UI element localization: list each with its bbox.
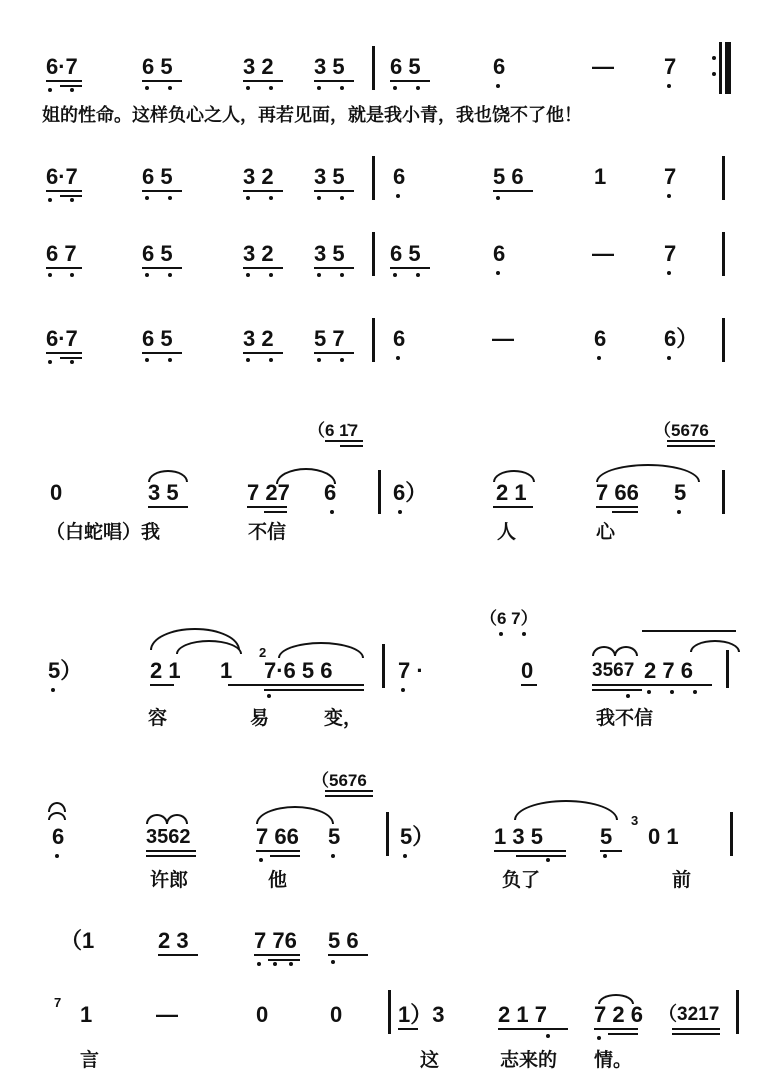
- underline: [142, 190, 182, 192]
- underline: [268, 959, 300, 961]
- underline: [46, 352, 82, 354]
- underline: [256, 850, 300, 852]
- note-group: 6: [324, 480, 337, 505]
- low-dot: [70, 360, 74, 364]
- note-group: 3562: [146, 826, 191, 848]
- note-group: 3 5: [148, 480, 179, 505]
- slur: [256, 806, 334, 824]
- note-group: 2 1 7: [498, 1002, 547, 1027]
- low-dot: [269, 358, 273, 362]
- note-group: 0 1: [648, 824, 679, 849]
- grace-superscript: 2: [259, 645, 267, 660]
- low-dot: [693, 690, 697, 694]
- note-group: 7: [664, 54, 677, 79]
- note-group: （1: [60, 928, 95, 953]
- underline: [142, 352, 182, 354]
- bar-line: [722, 232, 725, 276]
- note-group: 5 6: [328, 928, 359, 953]
- low-dot: [597, 1036, 601, 1040]
- lyric-text: 变，: [324, 707, 363, 729]
- low-dot: [496, 84, 500, 88]
- note-group: 6）: [393, 480, 428, 505]
- low-dot: [55, 854, 59, 858]
- low-dot: [677, 510, 681, 514]
- underline: [592, 684, 712, 686]
- slur: [148, 470, 188, 482]
- underline: [600, 850, 622, 852]
- underline: [146, 855, 196, 857]
- underline: [142, 80, 182, 82]
- note-group: 5: [328, 824, 341, 849]
- note-group: 0: [521, 658, 534, 683]
- note-group: 6 5: [142, 326, 173, 351]
- low-dot: [416, 86, 420, 90]
- underline: [247, 506, 287, 508]
- low-dot: [246, 196, 250, 200]
- low-dot: [331, 854, 335, 858]
- low-dot: [647, 690, 651, 694]
- note-group: 3 2: [243, 241, 274, 266]
- slur: [166, 814, 188, 824]
- note-group: 6 5: [142, 164, 173, 189]
- end-repeat-bar: [725, 42, 731, 94]
- note-group: 7 66: [256, 824, 299, 849]
- note-group: 6: [594, 326, 607, 351]
- underline: [146, 850, 196, 852]
- underline: [493, 190, 533, 192]
- low-dot: [496, 196, 500, 200]
- note-group: 6: [493, 54, 506, 79]
- underline: [60, 85, 82, 87]
- note-group: 1 3 5: [494, 824, 543, 849]
- lyric-text: 心: [596, 521, 616, 543]
- underline: [46, 190, 82, 192]
- note-group: 3 5: [314, 241, 345, 266]
- underline: [498, 1028, 568, 1030]
- underline: [243, 80, 283, 82]
- lyric-text: 志来的: [500, 1049, 558, 1071]
- underline: [325, 790, 373, 792]
- bar-line: [372, 318, 375, 362]
- lyric-text: 易: [250, 707, 270, 729]
- note-group: 6）: [664, 326, 699, 351]
- low-dot: [70, 198, 74, 202]
- underline: [60, 357, 82, 359]
- lyric-text: 我不信: [596, 707, 654, 729]
- bar-line: [372, 46, 375, 90]
- underline: [328, 954, 368, 956]
- low-dot: [340, 273, 344, 277]
- low-dot: [330, 510, 334, 514]
- note-group: 7 27: [247, 480, 290, 505]
- low-dot: [670, 690, 674, 694]
- note-group: 5）: [48, 658, 83, 683]
- low-dot: [269, 273, 273, 277]
- low-dot: [667, 194, 671, 198]
- note-group: 7 2 6: [594, 1002, 643, 1027]
- low-dot: [168, 196, 172, 200]
- low-dot: [145, 358, 149, 362]
- note-group: 0: [256, 1002, 269, 1027]
- low-dot: [145, 86, 149, 90]
- slur: [493, 470, 535, 482]
- underline: [228, 684, 364, 686]
- low-dot: [51, 688, 55, 692]
- underline: [270, 855, 300, 857]
- lyric-text: 许郎: [150, 869, 189, 891]
- note-group: 7 76: [254, 928, 297, 953]
- underline: [493, 506, 533, 508]
- underline: [325, 440, 363, 442]
- underline: [142, 267, 182, 269]
- underline: [608, 1033, 638, 1035]
- low-dot: [522, 632, 526, 636]
- note-group: 7·6 5 6: [264, 658, 333, 683]
- underline: [516, 855, 566, 857]
- grace-note-group: （6 1̇7: [308, 421, 359, 440]
- note-group: —: [156, 1002, 178, 1027]
- slur: [690, 640, 740, 652]
- slur: [598, 994, 634, 1004]
- lyric-text: 他: [268, 869, 288, 891]
- note-group: 3 2: [243, 326, 274, 351]
- low-dot: [48, 360, 52, 364]
- underline: [594, 1028, 638, 1030]
- note-group: —: [592, 241, 614, 266]
- note-group: —: [492, 326, 514, 351]
- low-dot: [393, 86, 397, 90]
- underline: [46, 80, 82, 82]
- low-dot: [48, 198, 52, 202]
- note-group: 6: [393, 326, 406, 351]
- underline: [667, 440, 715, 442]
- note-group: 6·7: [46, 326, 78, 351]
- low-dot: [273, 962, 277, 966]
- bar-line: [722, 156, 725, 200]
- lyric-text: 这: [420, 1049, 440, 1071]
- underline: [148, 506, 188, 508]
- underline: [667, 445, 715, 447]
- note-group: 7 ·: [398, 658, 424, 683]
- note-group: 7 66: [596, 480, 639, 505]
- note-group: 5: [600, 824, 613, 849]
- note-group: 6: [493, 241, 506, 266]
- note-group: 3 5: [314, 54, 345, 79]
- low-dot: [317, 273, 321, 277]
- underline: [264, 511, 287, 513]
- low-dot: [317, 358, 321, 362]
- low-dot: [401, 688, 405, 692]
- underline: [264, 689, 364, 691]
- bar-line: [386, 812, 389, 856]
- low-dot: [331, 960, 335, 964]
- underline: [254, 954, 300, 956]
- bar-line: [726, 650, 729, 688]
- bar-line: [730, 812, 733, 856]
- slur: [48, 812, 66, 820]
- low-dot: [70, 273, 74, 277]
- note-group: 5 7: [314, 326, 345, 351]
- repeat-dot: [712, 72, 716, 76]
- underline: [596, 506, 638, 508]
- slur: [614, 646, 638, 656]
- underline: [314, 352, 354, 354]
- note-group: 3567: [592, 660, 635, 681]
- lyric-line-1: 姐的性命。这样负心之人，再若见面，就是我小青，我也饶不了他！: [42, 105, 582, 126]
- low-dot: [396, 356, 400, 360]
- note-group: 6 7: [46, 241, 77, 266]
- underline: [150, 684, 174, 686]
- low-dot: [257, 962, 261, 966]
- underline: [243, 267, 283, 269]
- note-group: 2 7 6: [644, 658, 693, 683]
- underline: [398, 1028, 418, 1030]
- note-group: 3 2: [243, 54, 274, 79]
- underline: [390, 80, 430, 82]
- underline: [340, 445, 363, 447]
- low-dot: [393, 273, 397, 277]
- underline: [158, 954, 198, 956]
- slur: [48, 802, 66, 812]
- note-group: 6: [393, 164, 406, 189]
- underline: [60, 195, 82, 197]
- grace-superscript: 7: [54, 995, 62, 1010]
- low-dot: [168, 358, 172, 362]
- note-group: 2 1: [150, 658, 181, 683]
- note-group: 6·7: [46, 164, 78, 189]
- low-dot: [269, 196, 273, 200]
- bar-line: [372, 156, 375, 200]
- lyric-text: 不信: [248, 521, 287, 543]
- low-dot: [603, 854, 607, 858]
- low-dot: [340, 86, 344, 90]
- bar-line: [722, 318, 725, 362]
- slur: [514, 800, 618, 820]
- low-dot: [667, 84, 671, 88]
- note-group: 1）3: [398, 1002, 445, 1027]
- note-group: 1: [594, 164, 607, 189]
- underline: [243, 190, 283, 192]
- grace-superscript: 3: [631, 813, 639, 828]
- low-dot: [168, 273, 172, 277]
- note-group: 3 5: [314, 164, 345, 189]
- slur: [278, 642, 364, 658]
- low-dot: [416, 273, 420, 277]
- lyric-text: （白蛇唱）我: [46, 521, 161, 543]
- lyric-text: 前: [672, 869, 692, 891]
- note-group: 5）: [400, 824, 435, 849]
- lyric-text: 负了: [502, 869, 541, 891]
- underline: [390, 267, 430, 269]
- note-group: 2 1: [496, 480, 527, 505]
- bar-line: [382, 644, 385, 688]
- lyric-text: 容: [148, 707, 168, 729]
- slur: [146, 814, 168, 824]
- grace-note-group: （6 7）: [480, 609, 538, 628]
- low-dot: [317, 196, 321, 200]
- underline: [494, 850, 566, 852]
- low-dot: [499, 632, 503, 636]
- underline: [314, 80, 354, 82]
- low-dot: [396, 194, 400, 198]
- low-dot: [626, 694, 630, 698]
- low-dot: [667, 271, 671, 275]
- low-dot: [340, 358, 344, 362]
- note-group: 3 2: [243, 164, 274, 189]
- underline: [46, 267, 82, 269]
- bar-line: [719, 42, 722, 94]
- note-group: 6 5: [142, 241, 173, 266]
- underline: [521, 684, 537, 686]
- low-dot: [70, 88, 74, 92]
- low-dot: [269, 86, 273, 90]
- note-group: 7: [664, 241, 677, 266]
- slur-extension: [642, 630, 736, 632]
- bar-line: [388, 990, 391, 1034]
- low-dot: [48, 273, 52, 277]
- low-dot: [246, 273, 250, 277]
- underline: [243, 352, 283, 354]
- repeat-dot: [712, 56, 716, 60]
- underline: [592, 689, 642, 691]
- low-dot: [398, 510, 402, 514]
- low-dot: [48, 88, 52, 92]
- note-group: 6 5: [390, 241, 421, 266]
- underline: [672, 1028, 720, 1030]
- underline: [672, 1033, 720, 1035]
- lyric-text: 言: [80, 1049, 100, 1071]
- underline: [314, 267, 354, 269]
- note-group: 1: [80, 1002, 93, 1027]
- note-group: （3217: [658, 1004, 720, 1025]
- note-group: 6·7: [46, 54, 78, 79]
- slur: [276, 468, 336, 484]
- grace-note-group: （5676: [312, 771, 367, 790]
- slur: [592, 646, 616, 656]
- low-dot: [168, 86, 172, 90]
- low-dot: [403, 854, 407, 858]
- low-dot: [246, 86, 250, 90]
- underline: [612, 511, 638, 513]
- low-dot: [546, 858, 550, 862]
- low-dot: [145, 196, 149, 200]
- bar-line: [736, 990, 739, 1034]
- low-dot: [667, 356, 671, 360]
- note-group: 6 5: [390, 54, 421, 79]
- note-group: 5: [674, 480, 687, 505]
- low-dot: [246, 358, 250, 362]
- low-dot: [145, 273, 149, 277]
- low-dot: [496, 271, 500, 275]
- note-group: 5 6: [493, 164, 524, 189]
- note-group: 7: [664, 164, 677, 189]
- low-dot: [597, 356, 601, 360]
- underline: [325, 795, 373, 797]
- note-group: 1: [220, 658, 233, 683]
- note-group: 2 3: [158, 928, 189, 953]
- note-group: 6 5: [142, 54, 173, 79]
- low-dot: [546, 1034, 550, 1038]
- lyric-text: 人: [497, 521, 517, 543]
- bar-line: [722, 470, 725, 514]
- low-dot: [340, 196, 344, 200]
- low-dot: [289, 962, 293, 966]
- note-group: —: [592, 54, 614, 79]
- low-dot: [267, 694, 271, 698]
- low-dot: [259, 858, 263, 862]
- bar-line: [372, 232, 375, 276]
- slur: [596, 464, 700, 482]
- note-group: 6: [52, 824, 65, 849]
- bar-line: [378, 470, 381, 514]
- low-dot: [317, 86, 321, 90]
- grace-note-group: （5676: [654, 421, 709, 440]
- lyric-text: 情。: [594, 1049, 633, 1071]
- note-group: 0: [50, 480, 63, 505]
- underline: [314, 190, 354, 192]
- note-group: 0: [330, 1002, 343, 1027]
